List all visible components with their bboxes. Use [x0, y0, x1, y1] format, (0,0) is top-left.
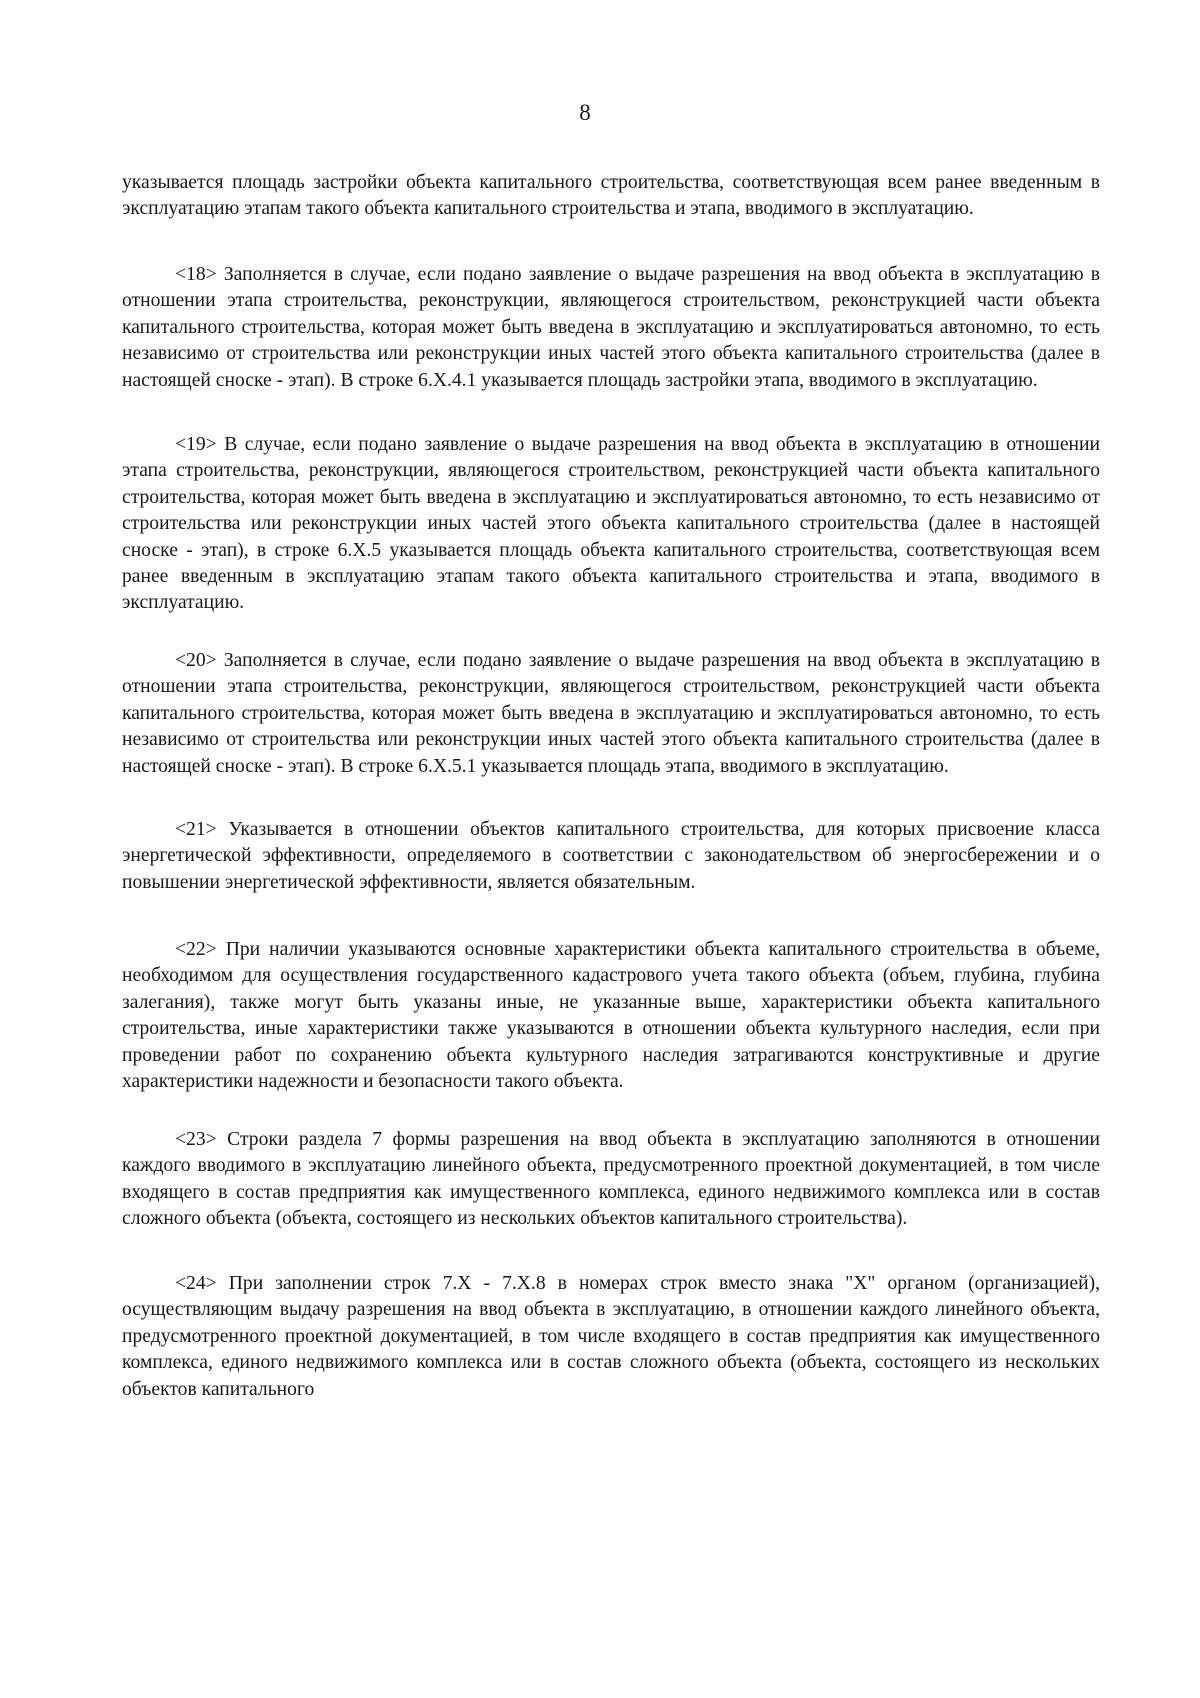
page-number: 8 [579, 100, 591, 125]
footnote-19 [122, 432, 1100, 617]
footnote-text: Указывается в отношении объектов капитального строительства, для которых присвоение класса энергетической эффективности, определяемого в соответствии с законодательством об энергосбережении и о повышении энергетической эффективности, является обязательным. [122, 819, 1100, 893]
footnote-marker: <21> [175, 819, 217, 840]
footnote-marker: <19> [175, 434, 217, 455]
footnote-22 [122, 937, 1100, 1095]
footnote-23 [122, 1127, 1100, 1233]
footnote-text: При наличии указываются основные характеристики объекта капитального строительства в объеме, необходимом для осуществления государственного кадастрового учета такого объекта (объем, глубина, глубина залегания), также могут быть указаны иные, не указанные выше, характеристики объекта капитального строительства, иные характеристики также указываются в отношении объекта культурного наследия, если при проведении работ по сохранению объекта культурного наследия затрагиваются конструктивные и другие характеристики надежности и безопасности такого объекта. [122, 939, 1101, 1093]
paragraph-text: указывается площадь застройки объекта капитального строительства, соответствующая всем ранее введенным в эксплуатацию этапам такого объекта капитального строительства и этапа, вводимого в эксплуатацию. [122, 172, 1100, 220]
footnote-text: Строки раздела 7 формы разрешения на ввод объекта в эксплуатацию заполняются в отношении каждого вводимого в эксплуатацию линейного объекта, предусмотренного проектной документацией, в том числе входящего в состав предприятия как имущественного комплекса, единого недвижимого комплекса или в состав сложного объекта (объекта, состоящего из нескольких объектов капитального строительства). [122, 1129, 1100, 1230]
footnote-24 [122, 1271, 1100, 1403]
footnote-text: Заполняется в случае, если подано заявление о выдаче разрешения на ввод объекта в эксплуатацию в отношении этапа строительства, реконструкции, являющегося строительством, реконструкцией части объекта капитального строительства, которая может быть введена в эксплуатацию и эксплуатироваться автономно, то есть независимо от строительства или реконструкции иных частей этого объекта капитального строительства (далее в настоящей сноске - этап). В строке 6.X.4.1 указывается площадь застройки этапа, вводимого в эксплуатацию. [122, 264, 1100, 391]
footnote-marker: <22> [175, 939, 217, 960]
footnote-20 [122, 648, 1100, 780]
continued-paragraph [122, 170, 1100, 223]
footnote-marker: <23> [175, 1129, 217, 1150]
footnote-text: Заполняется в случае, если подано заявление о выдаче разрешения на ввод объекта в эксплуатацию в отношении этапа строительства, реконструкции, являющегося строительством, реконструкцией части объекта капитального строительства, которая может быть введена в эксплуатацию и эксплуатироваться автономно, то есть независимо от строительства или реконструкции иных частей этого объекта капитального строительства (далее в настоящей сноске - этап). В строке 6.X.5.1 указывается площадь этапа, вводимого в эксплуатацию. [122, 650, 1100, 777]
footnote-text: В случае, если подано заявление о выдаче разрешения на ввод объекта в эксплуатацию в отношении этапа строительства, реконструкции, являющегося строительством, реконструкцией части объекта капитального строительства, которая может быть введена в эксплуатацию и эксплуатироваться автономно, то есть независимо от строительства или реконструкции иных частей этого объекта капитального строительства (далее в настоящей сноске - этап), в строке 6.X.5 указывается площадь объекта капитального строительства, соответствующая всем ранее введенным в эксплуатацию этапам такого объекта капитального строительства и этапа, вводимого в эксплуатацию. [122, 434, 1100, 614]
footnote-21 [122, 817, 1100, 896]
footnote-marker: <24> [175, 1273, 217, 1294]
footnote-18 [122, 262, 1100, 394]
footnote-text: При заполнении строк 7.X - 7.X.8 в номерах строк вместо знака "X" органом (организацией), осуществляющим выдачу разрешения на ввод объекта в эксплуатацию, в отношении каждого линейного объекта, предусмотренного проектной документацией, в том числе входящего в состав предприятия как имущественного комплекса, единого недвижимого комплекса или в состав сложного объекта (объекта, состоящего из нескольких объектов капитального [122, 1273, 1100, 1400]
footnote-marker: <18> [175, 264, 217, 285]
footnote-marker: <20> [175, 650, 217, 671]
